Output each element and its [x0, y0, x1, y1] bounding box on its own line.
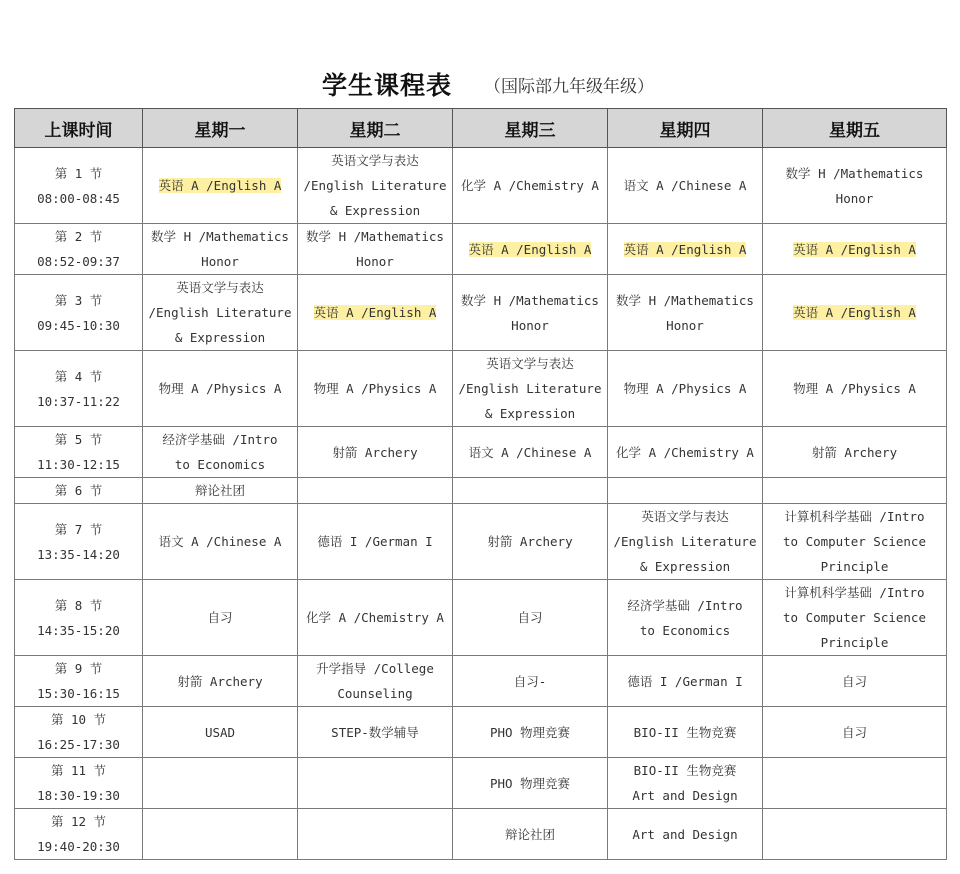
period-row	[15, 656, 947, 707]
header-friday: 星期五	[763, 109, 947, 148]
class-cell-tuesday: 物理 A /Physics A	[298, 351, 453, 427]
class-cell-monday: 辩论社团	[143, 478, 298, 504]
class-cell-thursday: Art and Design	[608, 809, 763, 860]
class-cell-monday: 自习	[143, 580, 298, 656]
class-cell-friday: 数学 H /Mathematics Honor	[763, 148, 947, 224]
class-cell-wednesday: 英语文学与表达 /English Literature & Expression	[453, 351, 608, 427]
header-row	[15, 109, 947, 148]
period-time-cell: 第 7 节 13:35-14:20	[15, 504, 143, 580]
class-cell-wednesday: 语文 A /Chinese A	[453, 427, 608, 478]
class-cell-wednesday: 自习	[453, 580, 608, 656]
class-cell-monday: 语文 A /Chinese A	[143, 504, 298, 580]
class-cell-tuesday	[298, 758, 453, 809]
class-cell-monday: 物理 A /Physics A	[143, 351, 298, 427]
class-cell-tuesday: 英语文学与表达 /English Literature & Expression	[298, 148, 453, 224]
period-time-cell: 第 2 节 08:52-09:37	[15, 224, 143, 275]
period-time-cell: 第 5 节 11:30-12:15	[15, 427, 143, 478]
period-row	[15, 580, 947, 656]
page-title: 学生课程表	[322, 71, 453, 100]
class-cell-friday	[763, 758, 947, 809]
class-cell-monday: 数学 H /Mathematics Honor	[143, 224, 298, 275]
header-thursday: 星期四	[608, 109, 763, 148]
period-row	[15, 707, 947, 758]
header-time: 上课时间	[15, 109, 143, 148]
schedule-body	[15, 148, 947, 860]
period-time-cell: 第 9 节 15:30-16:15	[15, 656, 143, 707]
class-cell-friday: 计算机科学基础 /Intro to Computer Science Principle	[763, 580, 947, 656]
highlighted-class-label: 英语 A /English A	[793, 241, 916, 257]
highlighted-class-label: 英语 A /English A	[158, 178, 282, 193]
period-row	[15, 427, 947, 478]
class-cell-tuesday	[298, 809, 453, 860]
class-cell-wednesday	[453, 478, 608, 504]
class-cell-wednesday	[453, 224, 608, 275]
class-cell-thursday: 经济学基础 /Intro to Economics	[608, 580, 763, 656]
page-subtitle: （国际部九年级年级）	[484, 77, 654, 97]
class-cell-tuesday: 德语 I /German I	[298, 504, 453, 580]
period-time-cell: 第 12 节 19:40-20:30	[15, 809, 143, 860]
period-time-cell: 第 11 节 18:30-19:30	[15, 758, 143, 809]
class-cell-wednesday: PHO 物理竞赛	[453, 707, 608, 758]
class-cell-friday: 射箭 Archery	[763, 427, 947, 478]
period-time-cell: 第 8 节 14:35-15:20	[15, 580, 143, 656]
class-cell-monday: 射箭 Archery	[143, 656, 298, 707]
class-cell-friday: 计算机科学基础 /Intro to Computer Science Principle	[763, 504, 947, 580]
header-wednesday: 星期三	[453, 109, 608, 148]
class-cell-monday	[143, 758, 298, 809]
highlighted-class-label: 英语 A /English A	[313, 305, 437, 320]
class-cell-wednesday: 数学 H /Mathematics Honor	[453, 275, 608, 351]
class-cell-tuesday	[298, 478, 453, 504]
schedule-header	[15, 109, 947, 148]
class-cell-tuesday: 升学指导 /College Counseling	[298, 656, 453, 707]
period-row	[15, 504, 947, 580]
class-cell-friday	[763, 224, 947, 275]
highlighted-class-label: 英语 A /English A	[793, 305, 916, 320]
schedule-table	[14, 108, 947, 860]
highlighted-class-label: 英语 A /English A	[468, 241, 592, 257]
class-cell-thursday: 数学 H /Mathematics Honor	[608, 275, 763, 351]
class-cell-friday: 自习	[763, 707, 947, 758]
period-row	[15, 148, 947, 224]
period-row	[15, 478, 947, 504]
class-cell-thursday: 物理 A /Physics A	[608, 351, 763, 427]
period-time-cell: 第 10 节 16:25-17:30	[15, 707, 143, 758]
class-cell-thursday: BIO-II 生物竞赛	[608, 707, 763, 758]
period-time-cell: 第 4 节 10:37-11:22	[15, 351, 143, 427]
class-cell-thursday: 语文 A /Chinese A	[608, 148, 763, 224]
period-time-cell: 第 3 节 09:45-10:30	[15, 275, 143, 351]
class-cell-thursday	[608, 478, 763, 504]
period-time-cell: 第 6 节	[15, 478, 143, 504]
period-row	[15, 809, 947, 860]
class-cell-monday: 经济学基础 /Intro to Economics	[143, 427, 298, 478]
class-cell-thursday: BIO-II 生物竞赛 Art and Design	[608, 758, 763, 809]
class-cell-thursday: 化学 A /Chemistry A	[608, 427, 763, 478]
class-cell-monday: USAD	[143, 707, 298, 758]
period-time-cell: 第 1 节 08:00-08:45	[15, 148, 143, 224]
class-cell-friday: 自习	[763, 656, 947, 707]
class-cell-wednesday: 射箭 Archery	[453, 504, 608, 580]
class-cell-monday: 英语文学与表达 /English Literature & Expression	[143, 275, 298, 351]
header-monday: 星期一	[143, 109, 298, 148]
class-cell-thursday	[608, 224, 763, 275]
class-cell-friday	[763, 275, 947, 351]
class-cell-monday	[143, 148, 298, 224]
class-cell-tuesday: STEP-数学辅导	[298, 707, 453, 758]
class-cell-wednesday: 自习-	[453, 656, 608, 707]
class-cell-thursday: 英语文学与表达 /English Literature & Expression	[608, 504, 763, 580]
class-cell-tuesday: 数学 H /Mathematics Honor	[298, 224, 453, 275]
class-cell-friday	[763, 809, 947, 860]
title-row	[0, 62, 960, 106]
class-cell-friday	[763, 478, 947, 504]
period-row	[15, 758, 947, 809]
class-cell-wednesday: 化学 A /Chemistry A	[453, 148, 608, 224]
period-row	[15, 351, 947, 427]
class-cell-thursday: 德语 I /German I	[608, 656, 763, 707]
class-cell-monday	[143, 809, 298, 860]
class-cell-tuesday	[298, 275, 453, 351]
class-cell-wednesday: 辩论社团	[453, 809, 608, 860]
period-row	[15, 275, 947, 351]
class-cell-wednesday: PHO 物理竞赛	[453, 758, 608, 809]
class-cell-tuesday: 化学 A /Chemistry A	[298, 580, 453, 656]
highlighted-class-label: 英语 A /English A	[623, 241, 747, 257]
class-cell-friday: 物理 A /Physics A	[763, 351, 947, 427]
header-tuesday: 星期二	[298, 109, 453, 148]
class-cell-tuesday: 射箭 Archery	[298, 427, 453, 478]
period-row	[15, 224, 947, 275]
